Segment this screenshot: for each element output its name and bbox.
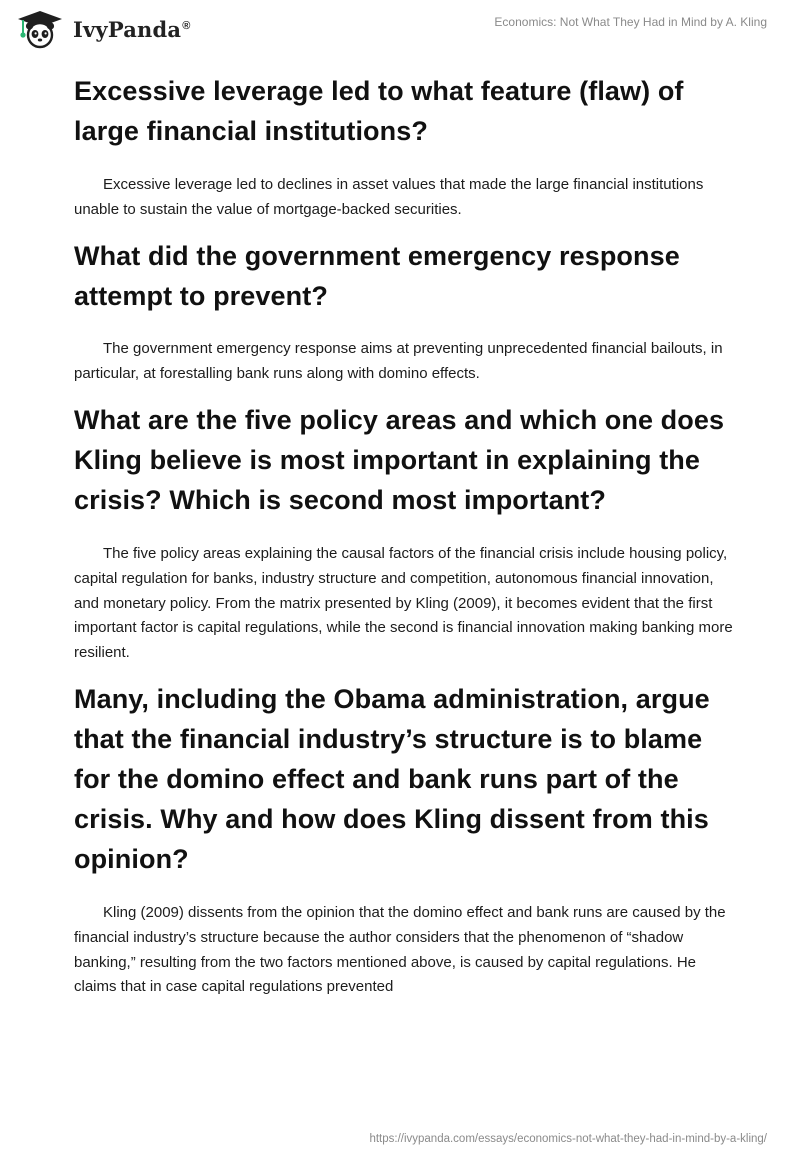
document-title: Economics: Not What They Had in Mind by A. Kling <box>494 15 767 29</box>
section-heading: What did the government emergency response attempt to prevent? <box>74 241 680 312</box>
section-paragraph: Excessive leverage led to declines in asset values that made the large financial institutions unable to sustain the value of mortgage-backed securities. <box>74 176 704 218</box>
section-heading: Many, including the Obama administration, argue that the financial industry’s structure is to blame for the domino effect and bank runs part of the crisis. Why and how does Kling dissent from this opinion? <box>74 684 710 875</box>
section-paragraph: The five policy areas explaining the causal factors of the financial crisis include housing policy, capital regulation for banks, industry structure and competition, autonomous financial innovation, and monetary policy. From the matrix presented by Kling (2009), it becomes evident that the first important factor is capital regulations, while the second is financial innovation making banking more resilient. <box>74 545 733 661</box>
logo-wordmark: IvyPanda® <box>73 16 191 42</box>
source-url-link[interactable]: https://ivypanda.com/essays/economics-not-what-they-had-in-mind-by-a-kling/ <box>369 1133 767 1145</box>
section-heading: What are the five policy areas and which one does Kling believe is most important in explaining the crisis? Which is second most important? <box>74 405 725 516</box>
section-paragraph: The government emergency response aims at preventing unprecedented financial bailouts, in particular, at forestalling bank runs along with domino effects. <box>74 340 723 382</box>
panda-logo-icon <box>15 9 65 49</box>
page-header <box>0 0 800 60</box>
ivypanda-logo[interactable] <box>15 9 191 49</box>
section-paragraph: Kling (2009) dissents from the opinion that the domino effect and bank runs are caused by the financial industry’s structure because the author considers that the phenomenon of “shadow banking,” resulting from the two factors mentioned above, is caused by capital regulations. He claims that in case capital regulations prevented <box>74 904 726 996</box>
section-heading: Excessive leverage led to what feature (flaw) of large financial institutions? <box>74 76 684 146</box>
article-content <box>74 71 734 1000</box>
